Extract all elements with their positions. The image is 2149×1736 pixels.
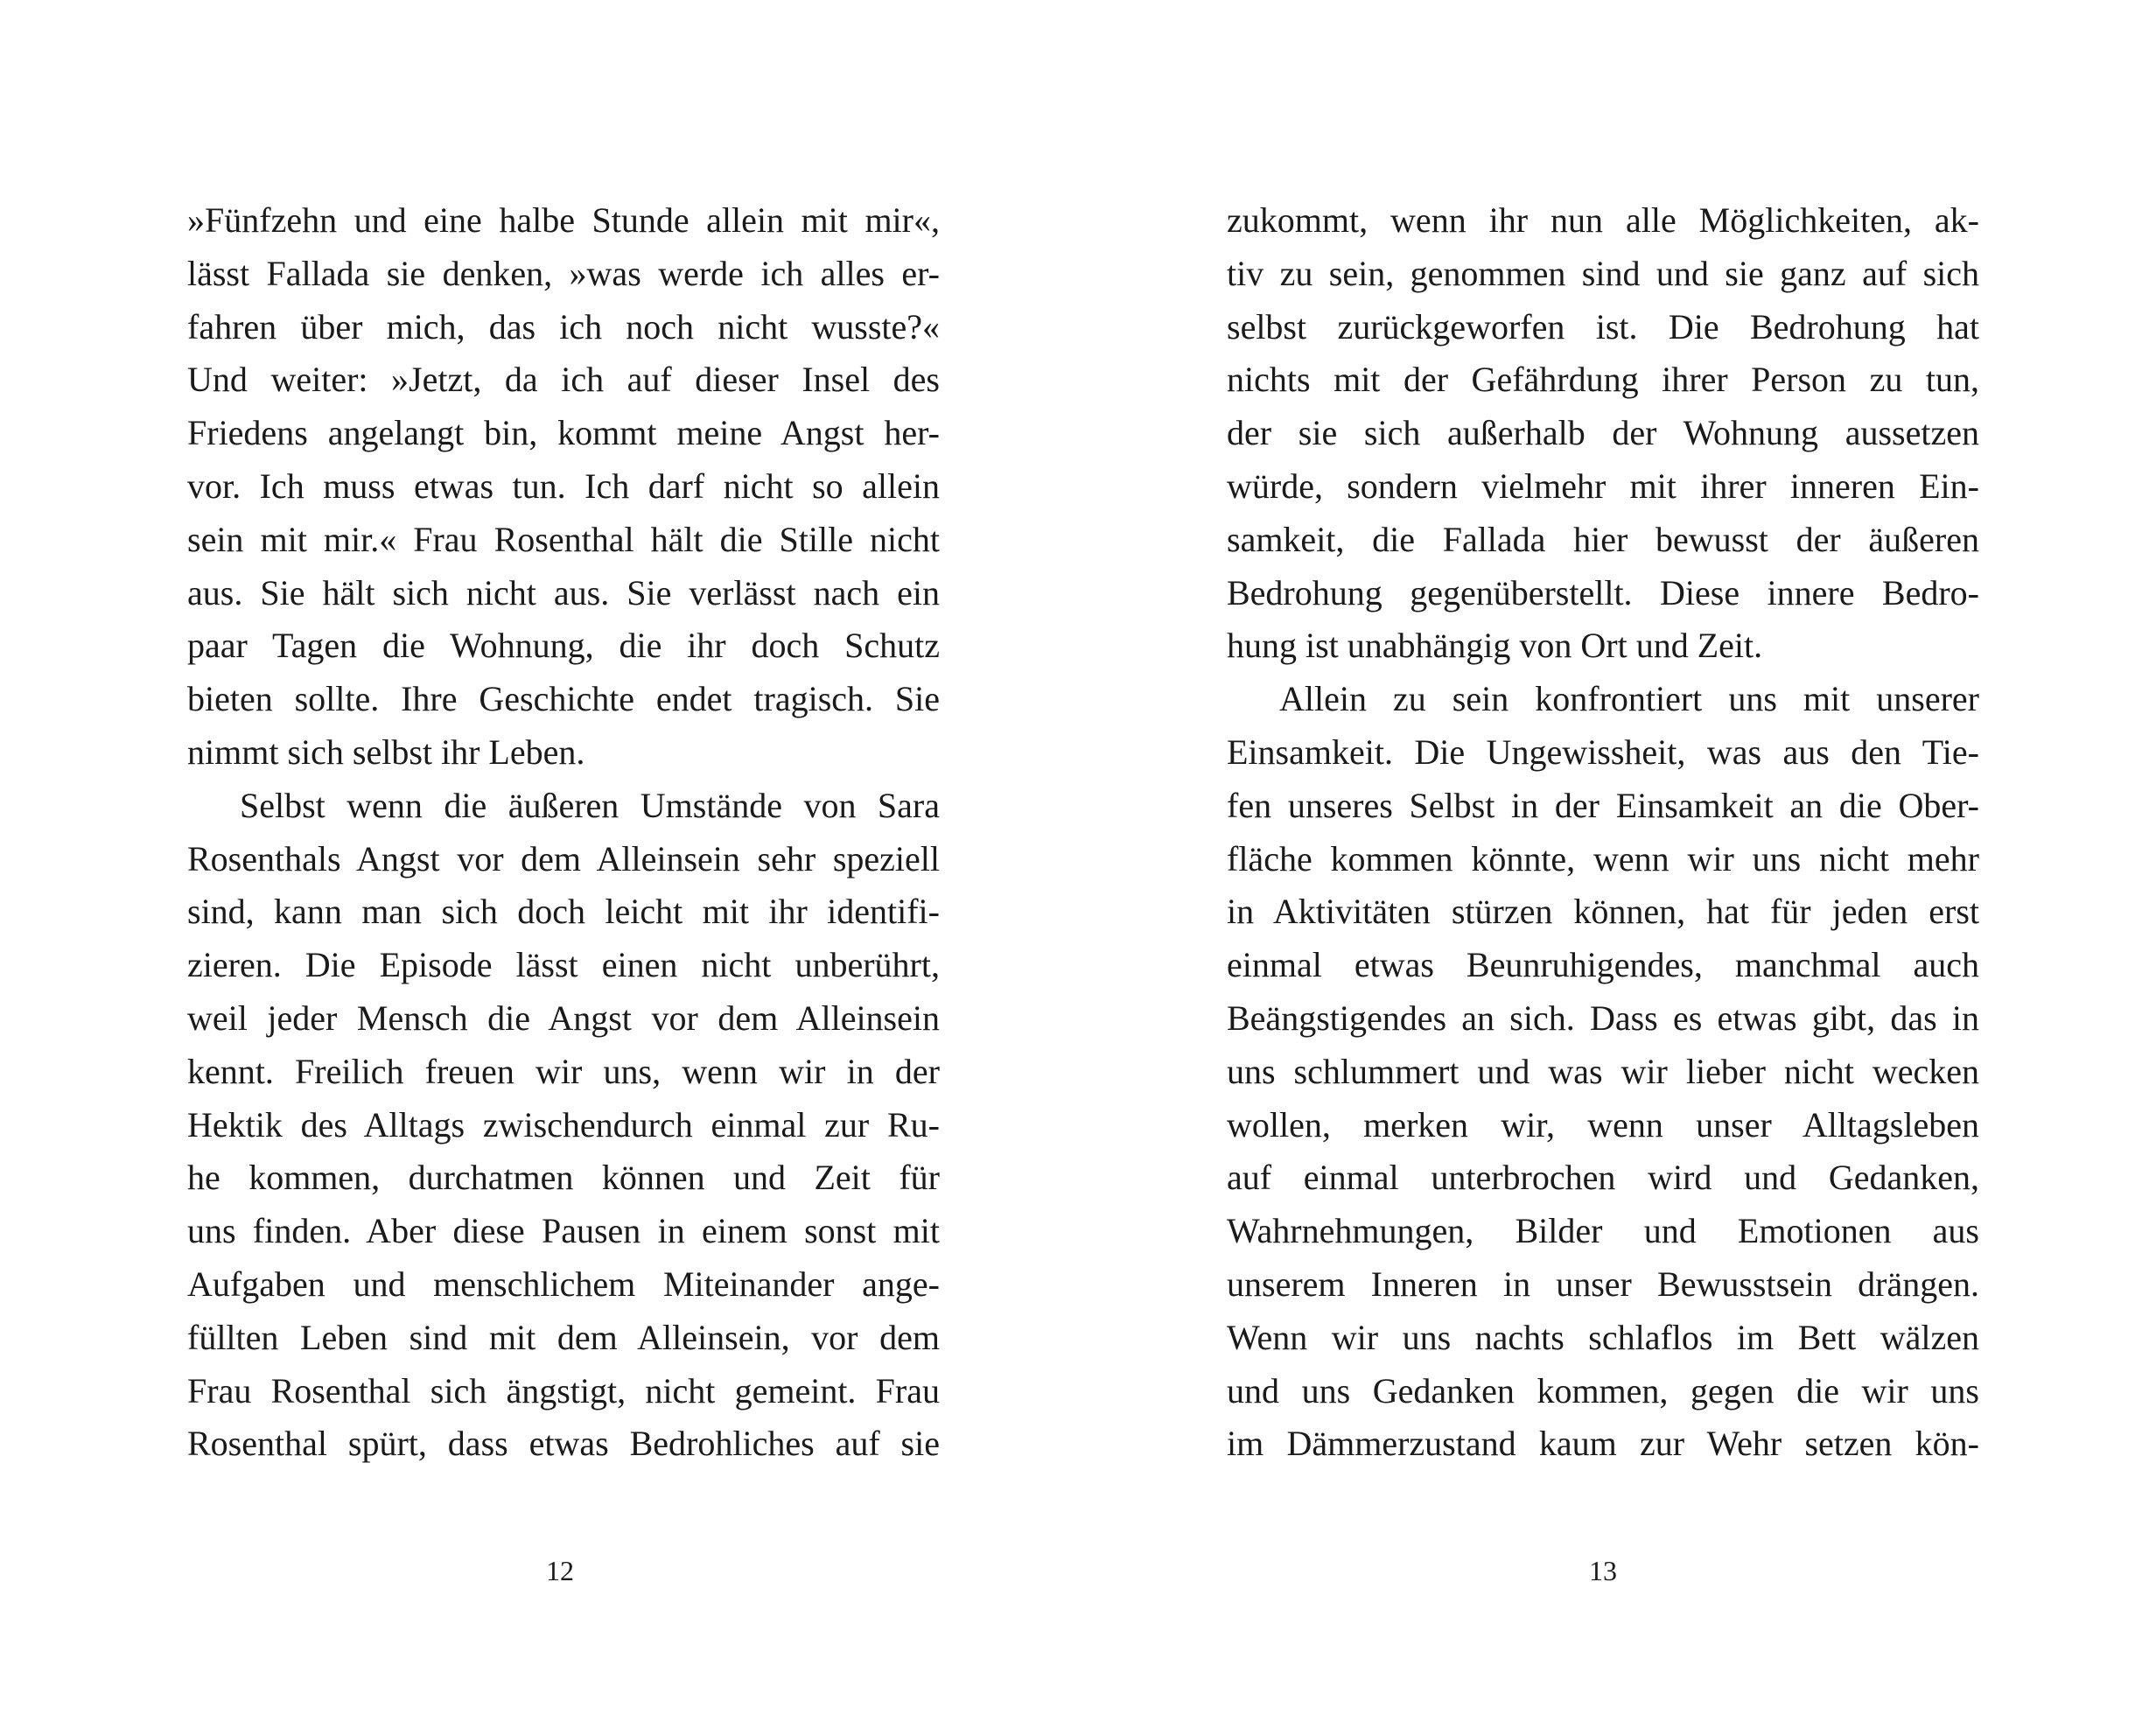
paragraph xyxy=(187,780,940,1471)
text-line: sind, kann man sich doch leicht mit ihr identifi- xyxy=(187,892,940,932)
text-line: sein mit mir.« Frau Rosenthal hält die Stille nicht xyxy=(187,519,940,559)
text-line: Aufgaben und menschlichem Miteinander ange- xyxy=(187,1264,940,1304)
text-line: »Fünfzehn und eine halbe Stunde allein mit mir«, xyxy=(187,200,940,240)
text-line: fläche kommen könnte, wenn wir uns nicht mehr xyxy=(1227,838,1979,878)
page-number: 12 xyxy=(546,1555,574,1586)
text-line: Hektik des Alltags zwischendurch einmal zur Ru- xyxy=(187,1104,940,1144)
text-line: uns schlummert und was wir lieber nicht wecken xyxy=(1227,1051,1979,1091)
text-line: nimmt sich selbst ihr Leben. xyxy=(187,732,585,772)
text-line: uns finden. Aber diese Pausen in einem sonst mit xyxy=(187,1211,940,1251)
left-page-text xyxy=(187,194,940,1471)
text-line: nichts mit der Gefährdung ihrer Person zu tun, xyxy=(1227,360,1979,400)
text-line: im Dämmerzustand kaum zur Wehr setzen kön- xyxy=(1227,1424,1979,1464)
paragraph xyxy=(187,194,940,780)
text-line: selbst zurückgeworfen ist. Die Bedrohung hat xyxy=(1227,306,1979,346)
text-line: Und weiter: »Jetzt, da ich auf dieser Insel des xyxy=(187,360,940,400)
text-line: bieten sollte. Ihre Geschichte endet tragisch. Sie xyxy=(187,679,940,719)
text-line: Selbst wenn die äußeren Umstände von Sara xyxy=(240,785,940,825)
text-line: Beängstigendes an sich. Dass es etwas gibt, das in xyxy=(1227,998,1979,1038)
text-line: Wenn wir uns nachts schlaflos im Bett wälzen xyxy=(1227,1317,1979,1357)
text-line: der sie sich außerhalb der Wohnung aussetzen xyxy=(1227,413,1979,453)
text-line: Frau Rosenthal sich ängstigt, nicht gemeint. Frau xyxy=(187,1370,940,1410)
text-line: fahren über mich, das ich noch nicht wusste?« xyxy=(187,306,940,346)
text-line: paar Tagen die Wohnung, die ihr doch Schutz xyxy=(187,626,940,666)
text-line: Wahrnehmungen, Bilder und Emotionen aus xyxy=(1227,1211,1979,1251)
text-line: Friedens angelangt bin, kommt meine Angst her- xyxy=(187,413,940,453)
text-line: weil jeder Mensch die Angst vor dem Alleinsein xyxy=(187,998,940,1038)
text-line: zieren. Die Episode lässt einen nicht unberührt, xyxy=(187,945,940,985)
text-line: samkeit, die Fallada hier bewusst der äußeren xyxy=(1227,519,1979,559)
text-line: hung ist unabhängig von Ort und Zeit. xyxy=(1227,626,1763,666)
text-line: aus. Sie hält sich nicht aus. Sie verlässt nach ein xyxy=(187,572,940,612)
paragraph xyxy=(1227,194,1979,673)
text-line: Rosenthals Angst vor dem Alleinsein sehr speziell xyxy=(187,838,940,878)
text-line: und uns Gedanken kommen, gegen die wir uns xyxy=(1227,1370,1979,1410)
text-line: tiv zu sein, genommen sind und sie ganz auf sich xyxy=(1227,253,1979,293)
paragraph xyxy=(1227,673,1979,1471)
text-line: vor. Ich muss etwas tun. Ich darf nicht so allein xyxy=(187,466,940,506)
text-line: wollen, merken wir, wenn unser Alltagsleben xyxy=(1227,1104,1979,1144)
text-line: einmal etwas Beunruhigendes, manchmal auch xyxy=(1227,945,1979,985)
page-number: 13 xyxy=(1589,1555,1617,1586)
left-page xyxy=(0,0,1074,1736)
text-line: füllten Leben sind mit dem Alleinsein, vor dem xyxy=(187,1317,940,1357)
text-line: zukommt, wenn ihr nun alle Möglichkeiten, ak- xyxy=(1227,200,1979,240)
text-line: unserem Inneren in unser Bewusstsein drängen. xyxy=(1227,1264,1979,1304)
text-line: fen unseres Selbst in der Einsamkeit an die Ober- xyxy=(1227,785,1979,825)
text-line: in Aktivitäten stürzen können, hat für jeden erst xyxy=(1227,892,1979,932)
text-line: kennt. Freilich freuen wir uns, wenn wir in der xyxy=(187,1051,940,1091)
right-page xyxy=(1074,0,2149,1736)
text-line: Einsamkeit. Die Ungewissheit, was aus den Tie- xyxy=(1227,732,1979,772)
text-line: würde, sondern vielmehr mit ihrer inneren Ein- xyxy=(1227,466,1979,506)
text-line: he kommen, durchatmen können und Zeit für xyxy=(187,1158,940,1198)
text-line: Allein zu sein konfrontiert uns mit unserer xyxy=(1279,679,1979,719)
text-line: auf einmal unterbrochen wird und Gedanken, xyxy=(1227,1158,1979,1198)
text-line: Bedrohung gegenüberstellt. Diese innere Bedro- xyxy=(1227,572,1979,612)
text-line: lässt Fallada sie denken, »was werde ich alles er- xyxy=(187,253,940,293)
right-page-text xyxy=(1227,194,1979,1471)
text-line: Rosenthal spürt, dass etwas Bedrohliches auf sie xyxy=(187,1424,940,1464)
